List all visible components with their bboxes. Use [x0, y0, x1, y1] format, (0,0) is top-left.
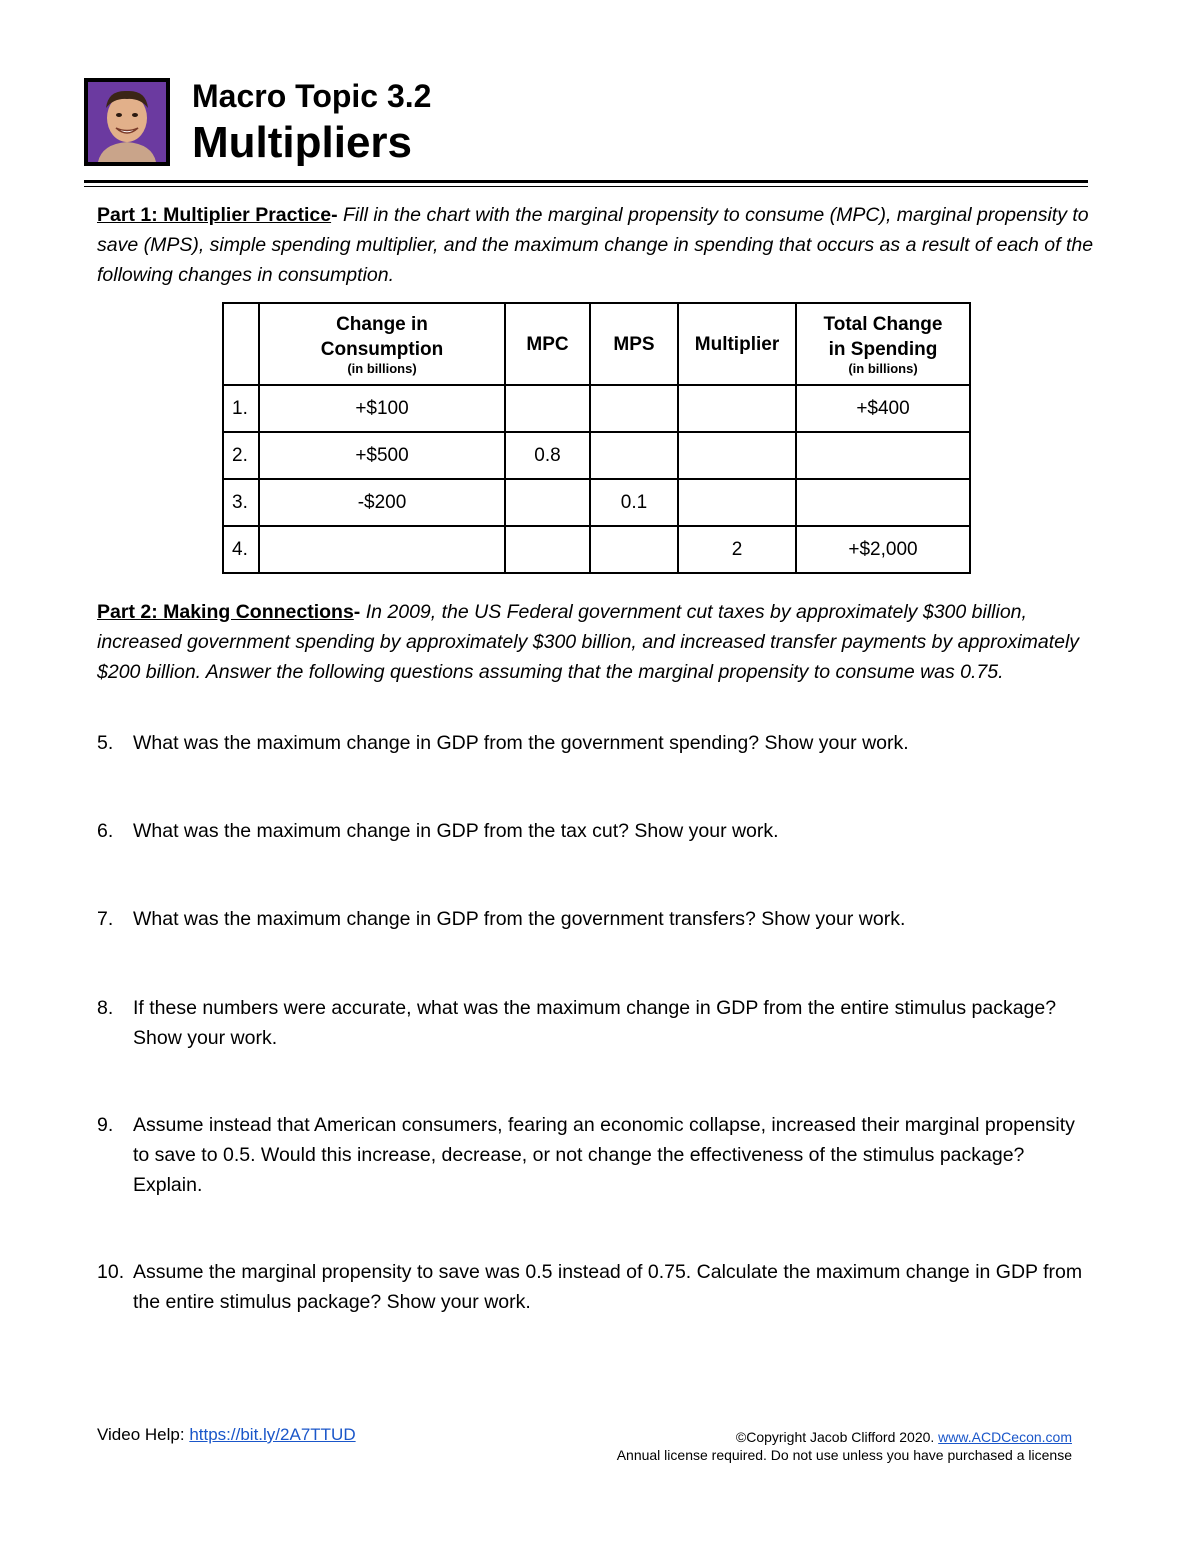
question-7	[97, 904, 1087, 934]
video-help-link[interactable]: https://bit.ly/2A7TTUD	[189, 1425, 356, 1444]
page-title: Multipliers	[192, 118, 413, 167]
cell-mpc: 0.8	[505, 432, 590, 479]
cell-change: -$200	[259, 479, 505, 526]
header-mps: MPS	[590, 303, 678, 385]
cell-multiplier: 2	[678, 526, 796, 573]
row-number: 4.	[223, 526, 259, 573]
cell-total[interactable]	[796, 479, 970, 526]
cell-multiplier[interactable]	[678, 385, 796, 432]
cell-change: +$100	[259, 385, 505, 432]
website-link[interactable]: www.ACDCecon.com	[938, 1429, 1072, 1445]
cell-total: +$400	[796, 385, 970, 432]
question-text: What was the maximum change in GDP from the government transfers? Show your work.	[133, 908, 906, 930]
header-multiplier: Multiplier	[678, 303, 796, 385]
question-number: 5.	[97, 732, 114, 754]
cell-mpc[interactable]	[505, 479, 590, 526]
cell-multiplier[interactable]	[678, 479, 796, 526]
question-number: 9.	[97, 1114, 114, 1136]
question-9	[97, 1110, 1087, 1200]
part1-text: Fill in the chart with the marginal propensity to consume (MPC), marginal propensity to save (MPS), simple spending multiplier, and the maximum change in spending that occurs as a result of each of the following changes in consumption.	[97, 204, 1094, 286]
topic-label: Macro Topic 3.2	[192, 78, 432, 114]
header-change-main: Change in Consumption	[320, 314, 444, 360]
cell-mps[interactable]	[590, 385, 678, 432]
header-total-sub: (in billions)	[848, 361, 918, 376]
row-number: 1.	[223, 385, 259, 432]
header-divider	[84, 180, 1088, 183]
question-number: 8.	[97, 997, 114, 1019]
question-number: 7.	[97, 908, 114, 930]
question-text: Assume the marginal propensity to save was 0.5 instead of 0.75. Calculate the maximum change in GDP from the entire stimulus package? Show your work.	[133, 1261, 1083, 1313]
author-photo-icon	[88, 82, 166, 162]
header-mpc: MPC	[505, 303, 590, 385]
question-text: Assume instead that American consumers, fearing an economic collapse, increased their marginal propensity to save to 0.5. Would this increase, decrease, or not change the effectiveness of the stimulus package? Explain.	[133, 1114, 1075, 1196]
cell-mpc[interactable]	[505, 385, 590, 432]
table-row	[223, 432, 970, 479]
header-change-sub: (in billions)	[347, 361, 417, 376]
author-avatar	[84, 78, 170, 166]
multiplier-table	[222, 302, 971, 574]
copyright-line	[617, 1428, 1072, 1446]
cell-total[interactable]	[796, 432, 970, 479]
header	[84, 78, 1088, 190]
cell-mps: 0.1	[590, 479, 678, 526]
part2-heading: Part 2: Making Connections	[97, 601, 354, 623]
header-number	[223, 303, 259, 385]
part1-heading: Part 1: Multiplier Practice	[97, 204, 332, 226]
part2-dash: -	[353, 601, 361, 623]
part2-text: In 2009, the US Federal government cut taxes by approximately $300 billion, increased government spending by approximately $300 billion, and increased transfer payments by approximately $200 billion. Answer the following questions assuming that the marginal propensity to consume was 0.75.	[97, 601, 1080, 683]
cell-mpc[interactable]	[505, 526, 590, 573]
question-6	[97, 816, 1087, 846]
header-divider-thin	[84, 186, 1088, 187]
table-row	[223, 385, 970, 432]
part2-instructions	[97, 597, 1097, 687]
row-number: 3.	[223, 479, 259, 526]
table-header-row	[223, 303, 970, 385]
question-5	[97, 728, 1087, 758]
cell-change[interactable]	[259, 526, 505, 573]
header-total-main: Total Change in Spending	[823, 314, 943, 360]
copyright-text: ©Copyright Jacob Clifford 2020.	[735, 1429, 935, 1445]
copyright-notice	[617, 1428, 1072, 1464]
question-8	[97, 993, 1087, 1053]
question-number: 10.	[97, 1261, 125, 1283]
video-help-label: Video Help:	[97, 1425, 185, 1444]
cell-total: +$2,000	[796, 526, 970, 573]
header-total	[796, 303, 970, 385]
row-number: 2.	[223, 432, 259, 479]
cell-multiplier[interactable]	[678, 432, 796, 479]
question-text: What was the maximum change in GDP from the tax cut? Show your work.	[133, 820, 779, 842]
license-notice: Annual license required. Do not use unless you have purchased a license	[616, 1447, 1072, 1463]
header-change	[259, 303, 505, 385]
table-row	[223, 479, 970, 526]
table-row	[223, 526, 970, 573]
part1-instructions	[97, 200, 1097, 290]
part1-dash: -	[331, 204, 338, 226]
cell-change: +$500	[259, 432, 505, 479]
cell-mps[interactable]	[590, 432, 678, 479]
question-text: If these numbers were accurate, what was the maximum change in GDP from the entire stimulus package? Show your work.	[133, 997, 1057, 1049]
question-number: 6.	[97, 820, 114, 842]
question-10	[97, 1257, 1087, 1317]
video-help	[97, 1425, 356, 1445]
question-text: What was the maximum change in GDP from the government spending? Show your work.	[133, 732, 909, 754]
cell-mps[interactable]	[590, 526, 678, 573]
